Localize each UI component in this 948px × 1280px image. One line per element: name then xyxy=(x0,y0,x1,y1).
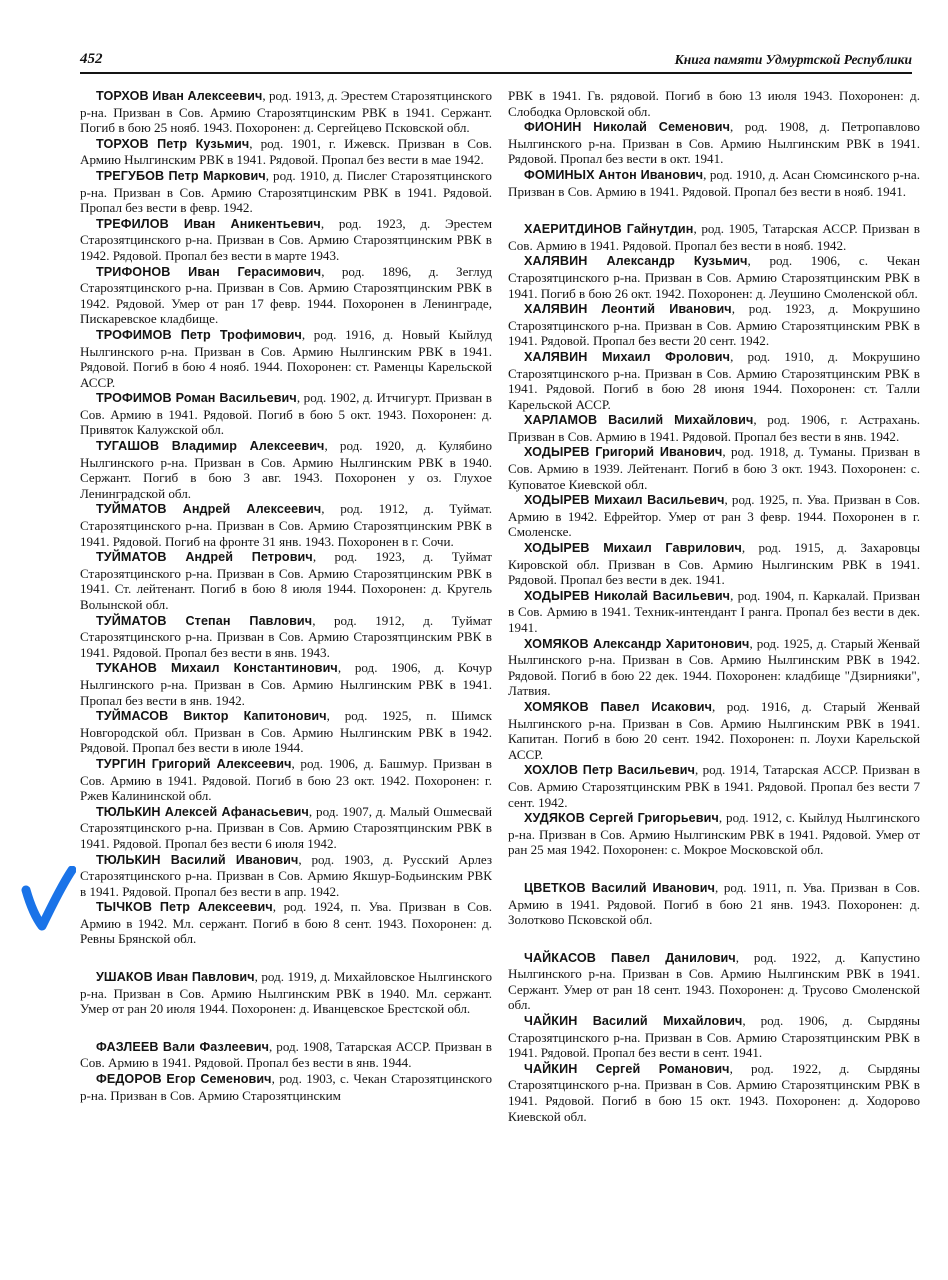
entry-name: ЧАЙКАСОВ Павел Данилович xyxy=(524,950,736,965)
entry-details: , род. 1905, Татарская АССР. Призван в Сов. Армию в 1941. Рядовой. Пропал без вести в нояб. 1942. xyxy=(508,221,920,253)
section-gap xyxy=(80,947,492,969)
section-gap xyxy=(80,1017,492,1039)
entry-details: , род. 1922, д. Сырдяны Старозятцинского р-на. Призван в Сов. Армию Старозятцинским РВК в 1941. Рядовой. Погиб в бою 15 окт. 1943. Похоронен: д. Ходорово Киевской обл. xyxy=(508,1060,920,1124)
entry-details: , род. 1903, д. Русский Арлез Старозятцинского р-на. Призван в Сов. Армию Якшур-Бодьинским РВК в 1941. Рядовой. Пропал без вести в апр. 1942. xyxy=(80,851,492,899)
entry-name: ТУЙМАТОВ Степан Павлович xyxy=(96,613,313,628)
memorial-entry xyxy=(80,549,492,612)
entry-name: ХОМЯКОВ Павел Исакович xyxy=(524,699,713,714)
memorial-entry xyxy=(80,136,492,168)
entry-details: , род. 1923, д. Эрестем Старозятцинского р-на. Призван в Сов. Армию Старозятцинским РВК в 1942. Рядовой. Пропал без вести в марте 1943. xyxy=(80,215,492,263)
memorial-entry xyxy=(508,1013,920,1061)
entry-name: ХОМЯКОВ Александр Харитонович xyxy=(524,636,750,651)
entry-name: ХОДЫРЕВ Михаил Гаврилович xyxy=(524,541,742,556)
entry-name: ТОРХОВ Иван Алексеевич xyxy=(96,89,263,103)
memorial-entry xyxy=(80,708,492,756)
entry-name: ТЮЛЬКИН Алексей Афанасьевич xyxy=(96,804,309,819)
entry-name: ТУЙМАТОВ Андрей Алексеевич xyxy=(96,502,322,517)
entry-details: , род. 1907, д. Малый Ошмесвай Старозятцинского р-на. Призван в Сов. Армию Старозятцинским РВК в 1941. Рядовой. Пропал без вести 6 июля 1942. xyxy=(80,803,493,851)
entry-name: ТУЙМАТОВ Андрей Петрович xyxy=(96,550,313,565)
memorial-entry xyxy=(80,969,492,1017)
entry-name: ТРОФИМОВ Роман Васильевич xyxy=(96,391,297,406)
entry-name: ТУЙМАСОВ Виктор Капитонович xyxy=(96,709,327,724)
entry-name: ТУКАНОВ Михаил Константинович xyxy=(96,661,338,676)
memorial-entry xyxy=(508,762,920,810)
memorial-entry xyxy=(508,167,920,199)
entry-details: , род. 1923, д. Мокрушино Старозятцинского р-на. Призван в Сов. Армию Старозятцинским РВК в 1941. Рядовой. Пропал без вести 20 сент. 1942. xyxy=(508,301,920,349)
entry-details: , род. 1912, д. Туймат. Старозятцинского р-на. Призван в Сов. Армию Старозятцинским РВК в 1941. Рядовой. Погиб на фронте 31 янв. 1943. Похоронен в г. Сочи. xyxy=(80,501,492,549)
entry-details: , род. 1908, Татарская АССР. Призван в Сов. Армию в 1941. Рядовой. Пропал без вести в янв. 1944. xyxy=(80,1038,492,1071)
page-number: 452 xyxy=(80,51,103,67)
entry-name: ХАЛЯВИН Михаил Фролович xyxy=(524,349,731,364)
memorial-entry xyxy=(508,119,920,167)
memorial-entry xyxy=(80,1071,492,1103)
entry-details: , род. 1915, д. Захаровцы Кировской обл. Призван в Сов. Армию Нылгинским РВК в 1941. Рядовой. Пропал без вести в дек. 1941. xyxy=(508,540,920,588)
right-column xyxy=(508,88,920,1124)
entry-details: , род. 1920, д. Кулябино Нылгинского р-на. Призван в Сов. Армию Нылгинским РВК в 1940. Сержант. Погиб в бою 3 авг. 1943. Похоронен у оз. Глухое Ленинградской обл. xyxy=(80,438,492,501)
memorial-entry xyxy=(508,540,920,588)
entry-details: , род. 1906, г. Астрахань. Призван в Сов. Армию в 1941. Рядовой. Пропал без вести в янв. 1942. xyxy=(508,412,920,444)
entry-details: , род. 1910, д. Асан Сюмсинского р-на. Призван в Сов. Армию в 1941. Рядовой. Пропал без вести в нояб. 1941. xyxy=(508,166,921,199)
memorial-entry xyxy=(80,390,492,438)
entry-details: , род. 1925, п. Шимск Новгородской обл. Призван в Сов. Армию Нылгинским РВК в 1942. Рядовой. Пропал без вести в июле 1944. xyxy=(80,708,492,756)
book-title: Книга памяти Удмуртской Республики xyxy=(674,52,912,67)
checkmark-icon xyxy=(20,866,76,932)
entry-name: ТОРХОВ Петр Кузьмич xyxy=(96,136,250,151)
entry-name: ХАЛЯВИН Леонтий Иванович xyxy=(524,302,732,317)
memorial-entry xyxy=(80,438,492,501)
entry-name: ТРОФИМОВ Петр Трофимович xyxy=(96,327,302,342)
entry-name: ФОМИНЫХ Антон Иванович xyxy=(524,167,704,182)
memorial-entry xyxy=(508,221,920,253)
entry-details: , род. 1904, п. Каркалай. Призван в Сов. Армию в 1941. Техник-интендант I ранга. Пропал без вести в дек. 1941. xyxy=(508,587,920,635)
entry-name: ФАЗЛЕЕВ Вали Фазлеевич xyxy=(96,1039,269,1054)
entry-details: , род. 1911, п. Ува. Призван в Сов. Армию в 1941. Рядовой. Погиб в бою 21 янв. 1943. Похоронен: д. Золотково Псковской обл. xyxy=(508,879,920,928)
entry-details: , род. 1906, д. Кочур Нылгинского р-на. Призван в Сов. Армию Нылгинским РВК в 1941. Пропал без вести в янв. 1942. xyxy=(80,660,492,708)
memorial-entry xyxy=(80,264,492,327)
entry-name: УШАКОВ Иван Павлович xyxy=(96,970,255,985)
entry-details: , род. 1918, д. Туманы. Призван в Сов. Армию в 1939. Лейтенант. Погиб в бою 3 окт. 1943. Похоронен: с. Куповатое Киевской обл. xyxy=(508,444,920,492)
entry-name: ТЫЧКОВ Петр Алексеевич xyxy=(96,900,273,915)
memorial-entry xyxy=(80,852,492,900)
memorial-entry xyxy=(80,660,492,708)
entry-details: , род. 1922, д. Капустино Нылгинского р-на. Призван в Сов. Армию Нылгинским РВК в 1941. Сержант. Умер от ран 18 сент. 1943. Похоронен: д. Трусово Смоленской обл. xyxy=(508,949,920,1013)
entry-details: , род. 1896, д. Зеглуд Старозятцинского р-на. Призван в Сов. Армию Старозятцинским РВК в 1942. Рядовой. Умер от ран 17 февр. 1944. Похоронен в Ленинграде, Пискаревское кладбище. xyxy=(80,263,492,327)
memorial-entry xyxy=(508,880,920,928)
entry-name: ХАЛЯВИН Александр Кузьмич xyxy=(524,254,748,269)
entry-name: ЦВЕТКОВ Василий Иванович xyxy=(524,880,716,895)
memorial-entry xyxy=(508,88,920,119)
entry-details: , род. 1912, с. Кыйлуд Нылгинского р-на. Призван в Сов. Армию Нылгинским РВК в 1941. Рядовой. Умер от ран 25 мая 1942. Похоронен: с. Мокрое Московской обл. xyxy=(508,810,920,858)
memorial-entry xyxy=(508,301,920,349)
memorial-entry xyxy=(508,444,920,492)
memorial-entry xyxy=(508,699,920,762)
entry-details: , род. 1910, д. Пислег Старозятцинского р-на. Призван в Сов. Армию Старозятцинским РВК в 1941. Рядовой. Пропал без вести в февр. 1942. xyxy=(80,167,492,216)
entry-name: ХУДЯКОВ Сергей Григорьевич xyxy=(524,811,719,826)
page-header xyxy=(80,50,912,74)
entry-name: ЧАЙКИН Сергей Романович xyxy=(524,1061,730,1076)
entry-name: ТУГАШОВ Владимир Алексеевич xyxy=(96,439,325,454)
entry-name: ХОДЫРЕВ Григорий Иванович xyxy=(524,445,723,460)
entry-details: , род. 1923, д. Туймат Старозятцинского р-на. Призван в Сов. Армию Старозятцинским РВК в 1941. Ст. лейтенант. Погиб в бою 8 июля 1944. Похоронен: д. Кругель Волынской обл. xyxy=(80,549,492,612)
entry-details: , род. 1908, д. Петропавлово Нылгинского р-на. Призван в Сов. Армию Нылгинским РВК в 1941. Рядовой. Пропал без вести в окт. 1941. xyxy=(508,119,920,167)
memorial-entry xyxy=(80,613,492,661)
entry-details: , род. 1924, п. Ува. Призван в Сов. Армию в 1942. Мл. сержант. Погиб в бою 8 сент. 1943. Похоронен: д. Ревны Брянской обл. xyxy=(80,899,492,947)
entry-details: , род. 1914, Татарская АССР. Призван в Сов. Армию Старозятцинским РВК в 1941. Рядовой. Пропал без вести 7 сент. 1942. xyxy=(508,762,920,810)
entry-name: ТРИФОНОВ Иван Герасимович xyxy=(96,264,322,279)
entry-details: , род. 1901, г. Ижевск. Призван в Сов. Армию Нылгинским РВК в 1941. Рядовой. Пропал без вести в мае 1942. xyxy=(80,135,492,168)
entry-name: ХОХЛОВ Петр Васильевич xyxy=(524,763,695,778)
entry-details: , род. 1925, д. Старый Женвай Нылгинского р-на. Призван в Сов. Армию Нылгинским РВК в 1942. Рядовой. Погиб в бою 22 дек. 1944. Похоронен: кладбище "Дзирнияки", Латвия. xyxy=(508,635,920,699)
entry-name: ХАЕРИТДИНОВ Гайнутдин xyxy=(524,222,694,237)
memorial-entry xyxy=(80,501,492,549)
memorial-entry xyxy=(80,899,492,947)
memorial-entry xyxy=(508,412,920,444)
entry-details: , род. 1906, с. Чекан Старозятцинского р-на. Призван в Сов. Армию Старозятцинским РВК в 1941. Погиб в бою 26 окт. 1942. Похоронен: д. Леушино Смоленской обл. xyxy=(508,253,920,301)
entry-details: , род. 1906, д. Сырдяны Старозятцинского р-на. Призван в Сов. Армию Старозятцинским РВК в 1941. Рядовой. Пропал без вести в сент. 1941. xyxy=(508,1013,920,1061)
memorial-entry xyxy=(80,756,492,804)
memorial-entry xyxy=(508,492,920,540)
entry-details: РВК в 1941. Гв. рядовой. Погиб в бою 13 июля 1943. Похоронен: д. Слободка Орловской обл. xyxy=(508,88,920,119)
entry-details: , род. 1925, п. Ува. Призван в Сов. Армию в 1942. Ефрейтор. Умер от ран 3 февр. 1944. Похоронен в г. Смоленске. xyxy=(508,492,920,540)
entry-name: ТРЕГУБОВ Петр Маркович xyxy=(96,168,266,183)
entry-name: ФЕДОРОВ Егор Семенович xyxy=(96,1072,272,1087)
entry-details: , род. 1902, д. Итчигурт. Призван в Сов. Армию в 1941. Рядовой. Погиб в бою 5 окт. 1943. Похоронен: д. Привяток Калужской обл. xyxy=(80,390,492,438)
memorial-entry xyxy=(508,588,920,636)
memorial-entry xyxy=(508,349,920,412)
section-gap xyxy=(508,199,920,221)
entry-details: , род. 1919, д. Михайловское Нылгинского р-на. Призван в Сов. Армию Нылгинским РВК в 1940. Мл. сержант. Умер от ран 20 июля 1944. Похоронен: д. Иванцевское Брестской обл. xyxy=(80,969,493,1017)
entry-details: , род. 1906, д. Башмур. Призван в Сов. Армию в 1941. Рядовой. Погиб в бою 23 окт. 1942. Похоронен: г. Ржев Калининской обл. xyxy=(80,755,492,804)
entry-name: ЧАЙКИН Василий Михайлович xyxy=(524,1014,743,1029)
entry-name: ТЮЛЬКИН Василий Иванович xyxy=(96,852,299,867)
memorial-entry xyxy=(508,636,920,699)
entry-details: , род. 1916, д. Новый Кыйлуд Нылгинского р-на. Призван в Сов. Армию Нылгинским РВК в 1941. Рядовой. Погиб в бою 4 нояб. 1944. Похоронен: ст. Раменцы Карельской АССР. xyxy=(80,326,492,390)
memorial-entry xyxy=(80,88,492,136)
memorial-entry xyxy=(80,216,492,264)
entry-name: ТРЕФИЛОВ Иван Аникентьевич xyxy=(96,216,321,231)
entry-name: ХОДЫРЕВ Михаил Васильевич xyxy=(524,493,725,508)
memorial-entry xyxy=(508,1061,920,1124)
memorial-entry xyxy=(80,168,492,216)
memorial-entry xyxy=(80,804,492,852)
memorial-entry xyxy=(80,1039,492,1071)
entry-details: , род. 1912, д. Туймат Старозятцинского р-на. Призван в Сов. Армию Старозятцинским РВК в 1941. Рядовой. Пропал без вести в янв. 1943. xyxy=(80,612,492,660)
entry-name: ТУРГИН Григорий Алексеевич xyxy=(96,756,292,771)
entry-name: ХАРЛАМОВ Василий Михайлович xyxy=(524,413,754,428)
entry-details: , род. 1903, с. Чекан Старозятцинского р-на. Призван в Сов. Армию Старозятцинским xyxy=(80,1071,493,1103)
memorial-entry xyxy=(508,810,920,858)
entry-details: , род. 1913, д. Эрестем Старозятцинского р-на. Призван в Сов. Армию Старозятцинским РВК в 1941. Сержант. Погиб в бою 25 нояб. 1943. Похоронен: д. Сергейцево Псковской обл. xyxy=(80,88,492,136)
memorial-entry xyxy=(508,950,920,1013)
section-gap xyxy=(508,928,920,950)
left-column xyxy=(80,88,492,1103)
memorial-entry xyxy=(80,327,492,390)
entry-name: ХОДЫРЕВ Николай Васильевич xyxy=(524,588,731,603)
memorial-entry xyxy=(508,253,920,301)
section-gap xyxy=(508,858,920,880)
entry-name: ФИОНИН Николай Семенович xyxy=(524,120,731,135)
entry-details: , род. 1910, д. Мокрушино Старозятцинского р-на. Призван в Сов. Армию Старозятцинским РВК в 1941. Рядовой. Погиб в бою 28 июня 1944. Похоронен: ст. Талли Карельской АССР. xyxy=(508,348,920,412)
entry-details: , род. 1916, д. Старый Женвай Нылгинского р-на. Призван в Сов. Армию Нылгинским РВК в 1941. Капитан. Погиб в бою 20 сент. 1942. Похоронен: п. Лоухи Карельской АССР. xyxy=(508,698,920,762)
